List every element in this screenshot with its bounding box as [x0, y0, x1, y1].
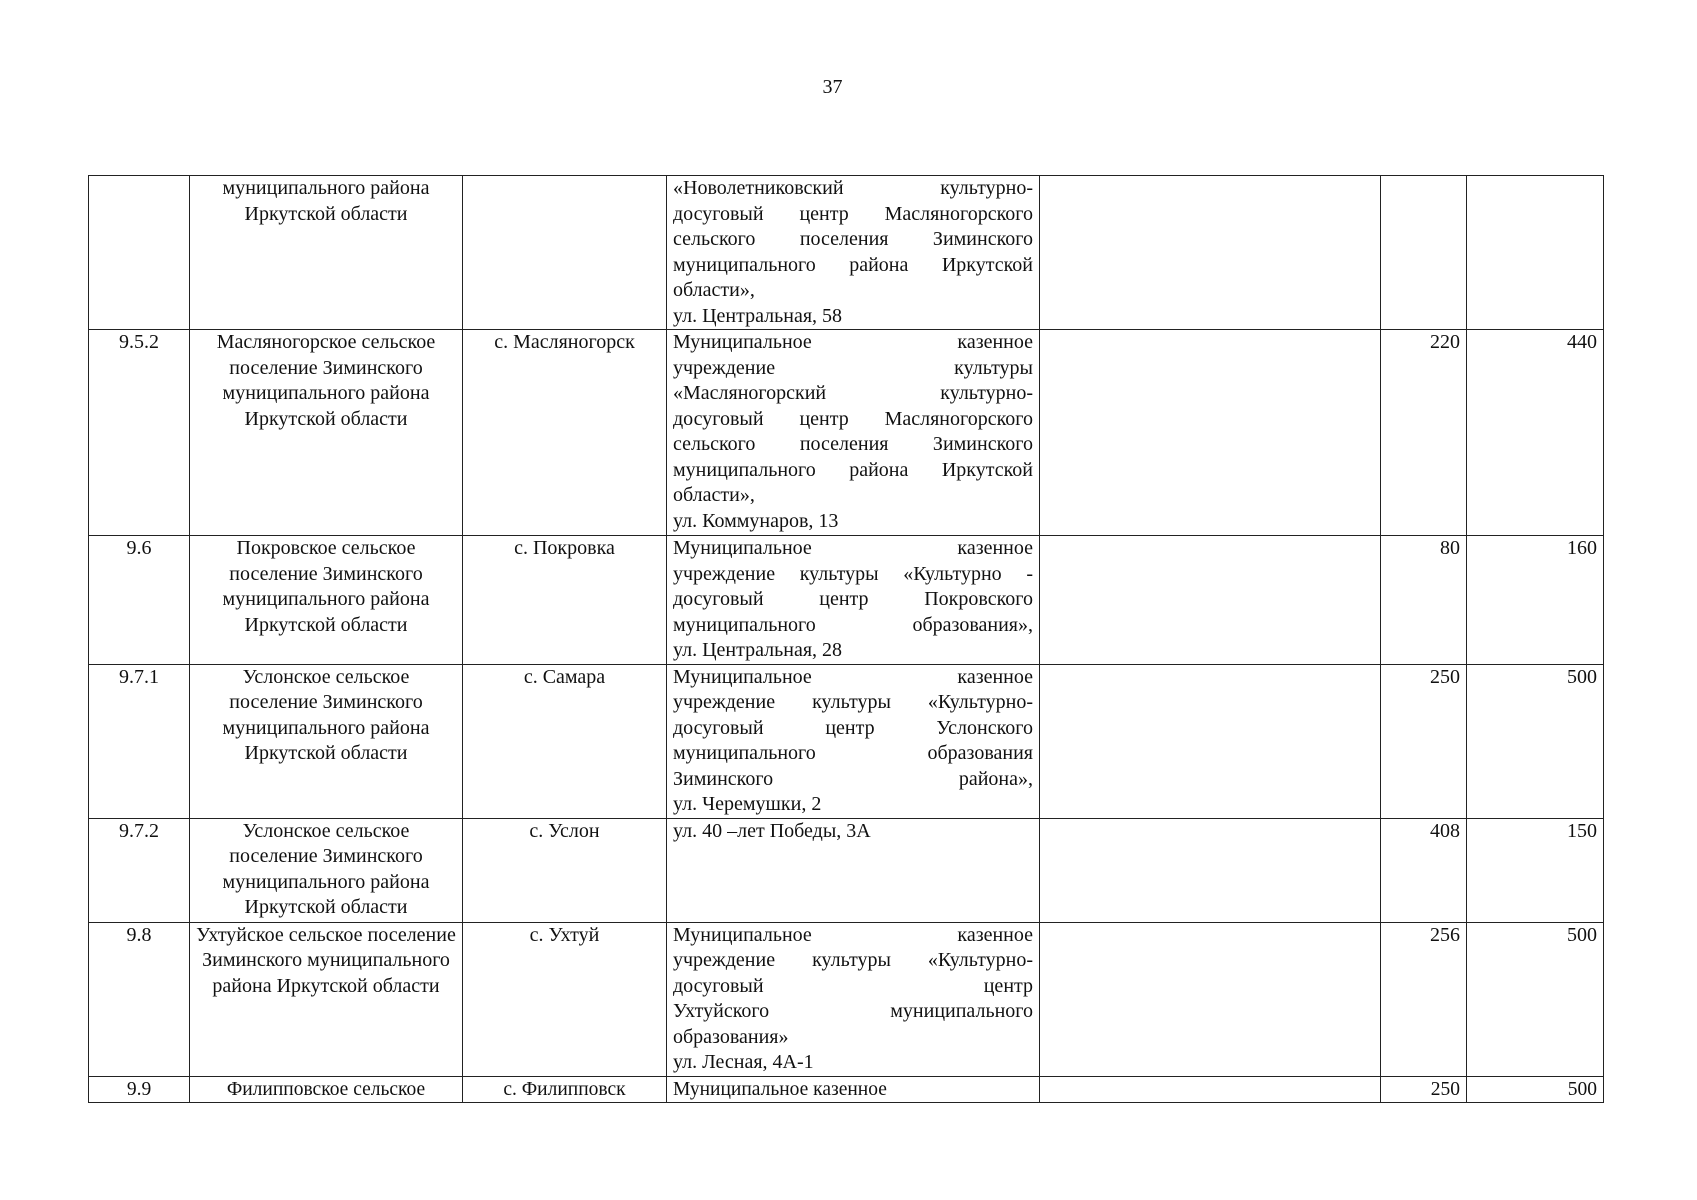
settlement-cell: с. Услон: [463, 818, 667, 922]
institution-address-cell: [667, 330, 1040, 536]
address-line: «Масляногорский культурно-: [673, 382, 1033, 404]
value-cell-1: 80: [1381, 536, 1467, 665]
data-table: [88, 175, 1604, 1103]
address-line: муниципального образования»,: [673, 613, 1033, 636]
address-line: сельского поселения Зиминского: [673, 433, 1033, 455]
municipality-cell: Масляногорское сельское поселение Зиминского муниципального района Иркутской области: [190, 330, 463, 536]
institution-address-cell: [667, 536, 1040, 665]
table-row: [89, 922, 1604, 1076]
settlement-cell: с. Филипповск: [463, 1076, 667, 1103]
address-line: «Новолетниковский культурно-: [673, 177, 1033, 199]
row-number-cell: 9.8: [89, 922, 190, 1076]
address-line: области»,: [673, 484, 755, 506]
municipality-cell: Ухтуйское сельское поселение Зиминского муниципального района Иркутской области: [190, 922, 463, 1076]
value-cell-1: 256: [1381, 922, 1467, 1076]
row-number-cell: [89, 176, 190, 330]
row-number-cell: 9.9: [89, 1076, 190, 1103]
address-line: ул. Центральная, 58: [673, 304, 843, 327]
row-number-cell: 9.5.2: [89, 330, 190, 536]
value-cell-2: 150: [1467, 818, 1604, 922]
address-line: Муниципальное казенное: [673, 331, 1033, 353]
address-line: учреждение культуры: [673, 356, 1033, 379]
settlement-cell: с. Ухтуй: [463, 922, 667, 1076]
address-line: ул. Коммунаров, 13: [673, 509, 839, 532]
institution-address-cell: [667, 1076, 1040, 1103]
empty-cell: [1040, 330, 1381, 536]
municipality-cell: Услонское сельское поселение Зиминского муниципального района Иркутской области: [190, 664, 463, 818]
settlement-cell: с. Масляногорск: [463, 330, 667, 536]
institution-address-cell: [667, 176, 1040, 330]
value-cell-1: 220: [1381, 330, 1467, 536]
empty-cell: [1040, 1076, 1381, 1103]
municipality-cell: Филипповское сельское: [190, 1076, 463, 1103]
address-line: образования»: [673, 1025, 789, 1048]
value-cell-1: 408: [1381, 818, 1467, 922]
value-cell-1: 250: [1381, 1076, 1467, 1103]
table-row: [89, 1076, 1604, 1103]
address-line: Муниципальное казенное: [673, 665, 1033, 688]
empty-cell: [1040, 818, 1381, 922]
row-number-cell: 9.7.1: [89, 664, 190, 818]
value-cell-2: 500: [1467, 664, 1604, 818]
address-line: учреждение культуры «Культурно-: [673, 949, 1033, 971]
address-line: Муниципальное казенное: [673, 1078, 887, 1100]
value-cell-2: 500: [1467, 1076, 1604, 1103]
address-line: сельского поселения Зиминского: [673, 228, 1033, 250]
empty-cell: [1040, 176, 1381, 330]
value-cell-2: 160: [1467, 536, 1604, 665]
table-row: [89, 330, 1604, 536]
address-line: муниципального образования: [673, 742, 1033, 764]
address-line: Ухтуйского муниципального: [673, 1000, 1033, 1022]
address-line: Муниципальное казенное: [673, 537, 1033, 559]
settlement-cell: [463, 176, 667, 330]
address-line: ул. 40 –лет Победы, 3А: [673, 819, 871, 842]
value-cell-2: 440: [1467, 330, 1604, 536]
table-row: [89, 664, 1604, 818]
row-number-cell: 9.6: [89, 536, 190, 665]
empty-cell: [1040, 664, 1381, 818]
institution-address-cell: [667, 818, 1040, 922]
address-line: досуговый центр Услонского: [673, 716, 1033, 739]
value-cell-1: [1381, 176, 1467, 330]
address-line: досуговый центр Масляногорского: [673, 407, 1033, 430]
address-line: ул. Лесная, 4А-1: [673, 1051, 814, 1073]
table-row: [89, 176, 1604, 330]
page-number: 37: [822, 76, 843, 98]
empty-cell: [1040, 536, 1381, 665]
institution-address-cell: [667, 922, 1040, 1076]
municipality-cell: муниципального района Иркутской области: [190, 176, 463, 330]
municipality-cell: Покровское сельское поселение Зиминского муниципального района Иркутской области: [190, 536, 463, 665]
address-line: муниципального района Иркутской: [673, 458, 1033, 481]
address-line: Муниципальное казенное: [673, 923, 1033, 946]
address-line: муниципального района Иркутской: [673, 253, 1033, 276]
address-line: учреждение культуры «Культурно -: [673, 562, 1033, 585]
address-line: досуговый центр Покровского: [673, 588, 1033, 610]
address-line: досуговый центр: [673, 974, 1033, 997]
municipality-cell: Услонское сельское поселение Зиминского муниципального района Иркутской области: [190, 818, 463, 922]
address-line: ул. Черемушки, 2: [673, 793, 822, 815]
table-row: [89, 818, 1604, 922]
address-line: ул. Центральная, 28: [673, 639, 843, 661]
address-line: области»,: [673, 279, 755, 301]
value-cell-2: 500: [1467, 922, 1604, 1076]
settlement-cell: с. Покровка: [463, 536, 667, 665]
row-number-cell: 9.7.2: [89, 818, 190, 922]
address-line: учреждение культуры «Культурно-: [673, 691, 1033, 713]
empty-cell: [1040, 922, 1381, 1076]
settlement-cell: с. Самара: [463, 664, 667, 818]
institution-address-cell: [667, 664, 1040, 818]
value-cell-1: 250: [1381, 664, 1467, 818]
table-row: [89, 536, 1604, 665]
value-cell-2: [1467, 176, 1604, 330]
address-line: досуговый центр Масляногорского: [673, 202, 1033, 225]
address-line: Зиминского района»,: [673, 767, 1033, 790]
